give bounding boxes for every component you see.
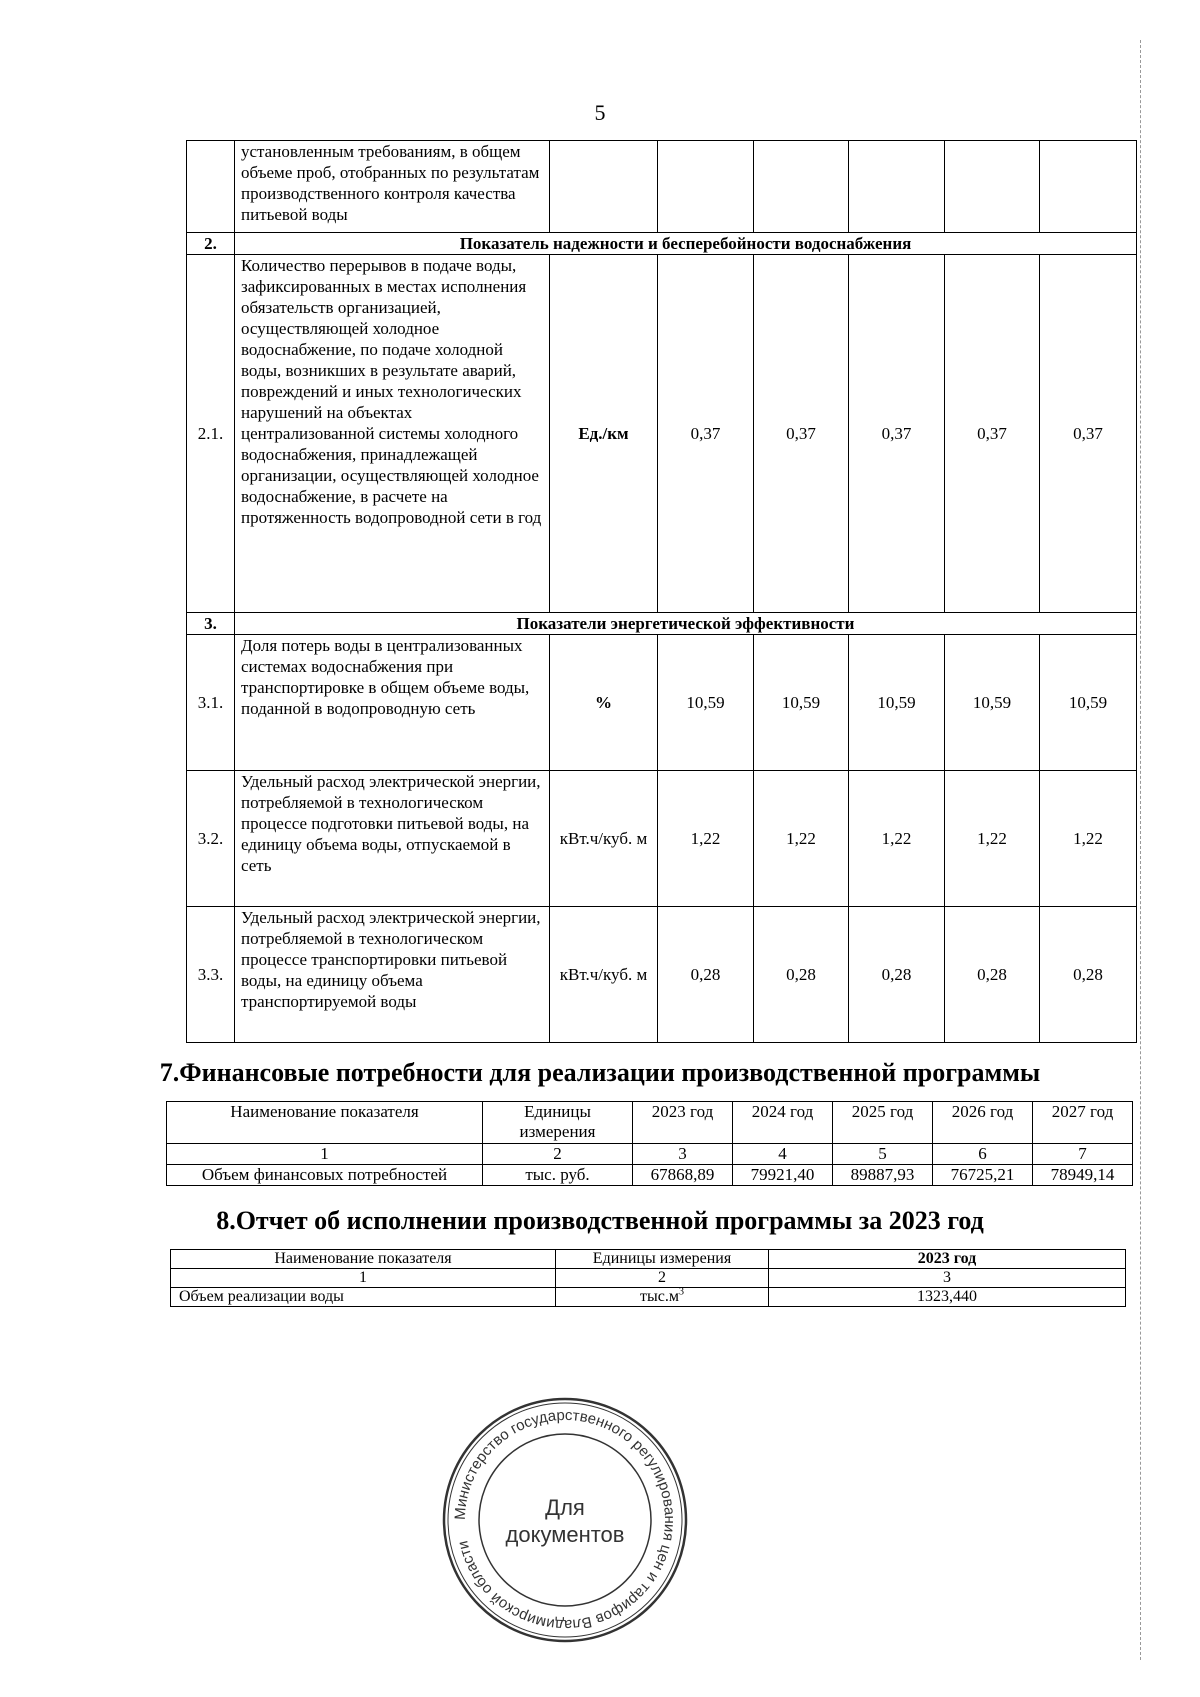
row-number-cell: 2.1. [187,255,235,613]
stamp-center-line1: Для [545,1495,585,1520]
scan-edge-line [1140,40,1142,1660]
value-cell: 67868,89 [633,1165,733,1186]
column-header: Наименование показателя [167,1102,483,1144]
unit-cell: кВт.ч/куб. м [550,771,658,907]
stamp-ring-text: Министерство государственного регулирования цен и тарифов Владимирской области [451,1406,679,1634]
table-header-row [171,1250,1126,1269]
value-cell: 0,37 [658,255,754,613]
column-header: 2023 год [633,1102,733,1144]
value-cell: 10,59 [754,635,849,771]
indicator-description: Доля потерь воды в централизованных системах водоснабжения при транспортировке в общем объеме воды, поданной в водопроводную сеть [235,635,550,771]
report-table [170,1249,1126,1307]
value-cell: 0,37 [945,255,1040,613]
column-header: 2023 год [769,1250,1126,1269]
section-title: Показатели энергетической эффективности [235,613,1137,635]
value-cell: 1,22 [754,771,849,907]
section-number: 2. [187,233,235,255]
value-cell: 89887,93 [833,1165,933,1186]
stamp-outer-ring [444,1399,686,1641]
value-cell: 1,22 [945,771,1040,907]
value-cell: 10,59 [1040,635,1137,771]
unit-text: тыс.м [640,1288,679,1305]
column-number: 4 [733,1144,833,1165]
column-header: Единицы измерения [483,1102,633,1144]
value-cell: 0,37 [849,255,945,613]
value-cell: 10,59 [945,635,1040,771]
table-row [167,1165,1133,1186]
indicator-description: установленным требованиям, в общем объеме проб, отобранных по результатам производственного контроля качества питьевой воды [235,141,550,233]
value-cell: 0,28 [945,907,1040,1043]
column-numbers-row [167,1144,1133,1165]
unit-cell [556,1288,769,1307]
column-header: 2025 год [833,1102,933,1144]
official-stamp [440,1395,690,1645]
value-cell: 1,22 [1040,771,1137,907]
value-cell: 1,22 [849,771,945,907]
table-row [187,907,1137,1043]
table-row [187,141,1137,233]
indicator-name: Объем финансовых потребностей [167,1165,483,1186]
row-number-cell: 3.1. [187,635,235,771]
value-cell: 0,37 [1040,255,1137,613]
column-number: 3 [633,1144,733,1165]
column-header: Наименование показателя [171,1250,556,1269]
unit-cell [550,141,658,233]
value-cell: 0,28 [849,907,945,1043]
unit-cell: % [550,635,658,771]
column-header: 2027 год [1033,1102,1133,1144]
table-header-row [167,1102,1133,1144]
column-number: 1 [167,1144,483,1165]
row-number-cell [187,141,235,233]
unit-cell: тыс. руб. [483,1165,633,1186]
unit-superscript: 3 [678,1286,684,1298]
column-header: 2024 год [733,1102,833,1144]
stamp-inner-ring [479,1434,651,1606]
value-cell [658,141,754,233]
financial-needs-table [166,1101,1133,1186]
table-row [187,635,1137,771]
value-cell: 0,28 [1040,907,1137,1043]
section7-heading: 7.Финансовые потребности для реализации производственной программы [159,1058,1041,1087]
row-number-cell: 3.2. [187,771,235,907]
value-cell [945,141,1040,233]
indicator-description: Количество перерывов в подаче воды, зафиксированных в местах исполнения обязательств организацией, осуществляющей холодное водоснабжение, по подаче холодной воды, возникших в результате аварий, повреждений и иных технологических нарушений на объектах централизованной системы холодного водоснабжения, принадлежащей организации, осуществляющей холодное водоснабжение, в расчете на протяженность водопроводной сети в год [235,255,550,613]
stamp-outer-ring-inner [448,1403,682,1637]
indicator-name: Объем реализации воды [171,1288,556,1307]
value-cell: 0,37 [754,255,849,613]
value-cell: 1,22 [658,771,754,907]
value-cell: 10,59 [658,635,754,771]
unit-cell: кВт.ч/куб. м [550,907,658,1043]
value-cell: 1323,440 [769,1288,1126,1307]
column-number: 3 [769,1269,1126,1288]
stamp-center-line2: документов [505,1522,625,1547]
value-cell: 78949,14 [1033,1165,1133,1186]
indicator-description: Удельный расход электрической энергии, потребляемой в технологическом процессе транспортировки питьевой воды, на единицу объема транспортируемой воды [235,907,550,1043]
value-cell: 0,28 [754,907,849,1043]
column-number: 6 [933,1144,1033,1165]
column-header: 2026 год [933,1102,1033,1144]
table-row [171,1288,1126,1307]
column-number: 1 [171,1269,556,1288]
row-number-cell: 3.3. [187,907,235,1043]
section-row [187,233,1137,255]
unit-cell: Ед./км [550,255,658,613]
table-row [187,255,1137,613]
value-cell [849,141,945,233]
column-number: 7 [1033,1144,1133,1165]
column-number: 2 [483,1144,633,1165]
value-cell [1040,141,1137,233]
value-cell: 76725,21 [933,1165,1033,1186]
indicator-description: Удельный расход электрической энергии, потребляемой в технологическом процессе подготовки питьевой воды, на единицу объема воды, отпускаемой в сеть [235,771,550,907]
value-cell: 10,59 [849,635,945,771]
section-number: 3. [187,613,235,635]
column-number: 5 [833,1144,933,1165]
column-numbers-row [171,1269,1126,1288]
column-header: Единицы измерения [556,1250,769,1269]
section8-heading: 8.Отчет об исполнении производственной программы за 2023 год [216,1206,984,1235]
value-cell [754,141,849,233]
column-number: 2 [556,1269,769,1288]
page-number: 5 [594,100,606,125]
value-cell: 0,28 [658,907,754,1043]
section-title: Показатель надежности и бесперебойности водоснабжения [235,233,1137,255]
indicators-table [186,140,1137,1043]
table-row [187,771,1137,907]
value-cell: 79921,40 [733,1165,833,1186]
section-row [187,613,1137,635]
